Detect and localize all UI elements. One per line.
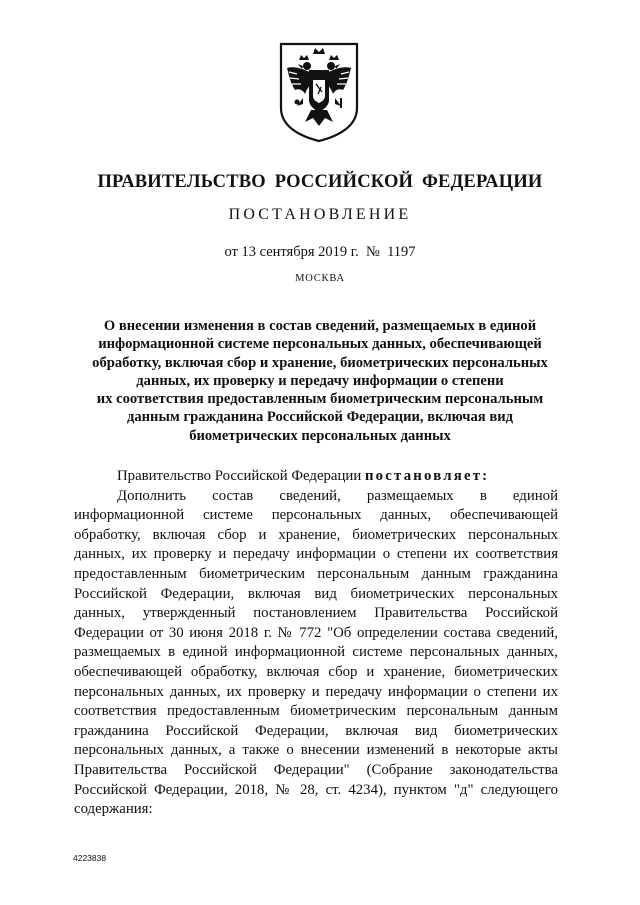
document-type: ПОСТАНОВЛЕНИЕ <box>228 206 412 223</box>
body-line: Российской Федерации, включая вид биометрических персональных <box>74 585 558 602</box>
russian-coat-of-arms-icon <box>277 40 361 144</box>
document-date: от 13 сентября 2019 г. <box>224 244 359 260</box>
lead-verb: постановляет: <box>364 468 490 484</box>
resolution-lead <box>74 467 558 487</box>
body-line: данных, утвержденный постановлением Правительства Российской <box>74 605 558 622</box>
body-line: персональных данных, а также о внесении изменений в некоторые акты <box>74 742 558 759</box>
heading-line: биометрических персональных данных <box>189 427 451 444</box>
body-line: размещаемых в единой информационной системе персональных данных, <box>74 644 558 661</box>
heading-line: О внесении изменения в состав сведений, размещаемых в единой <box>103 318 537 334</box>
body-line: соответствия предоставленным биометрическим персональным данным <box>74 703 558 720</box>
body-line: данных, их проверку и передачу информации о степени их соответствия <box>74 546 558 563</box>
body-line: содержания: <box>74 801 153 818</box>
heading-line: обработку, включая сбор и хранение, биометрических персональных <box>92 354 548 371</box>
heading-line: их соответствия предоставленным биометрическим персональным <box>96 391 544 408</box>
body-line: Правительства Российской Федерации" (Собрание законодательства <box>74 761 558 778</box>
body-line: Дополнить состав сведений, размещаемых в единой <box>117 487 558 504</box>
body-line: Федерации от 30 июня 2018 г. № 772 "Об определении состава сведений, <box>74 624 558 641</box>
body-line: гражданина Российской Федерации, включая вид биометрических <box>74 722 558 739</box>
body-line: Российской Федерации, 2018, № 28, ст. 4234), пунктом "д" следующего <box>74 781 558 798</box>
document-city: МОСКВА <box>295 273 345 284</box>
document-heading <box>60 317 580 445</box>
document-number: 1197 <box>387 244 416 260</box>
number-sign: № <box>365 244 380 260</box>
body-line: персональных данных, их проверку и передачу информации о степени их <box>74 683 558 700</box>
government-title: ПРАВИТЕЛЬСТВО РОССИЙСКОЙ ФЕДЕРАЦИИ <box>97 172 543 192</box>
body-line: обеспечивающей обработку, включая сбор и хранение, биометрических <box>74 663 558 680</box>
lead-text: Правительство Российской Федерации <box>117 468 362 484</box>
document-date-number <box>0 244 640 261</box>
body-line: обработку, включая сбор и хранение, биометрических персональных <box>74 526 558 543</box>
body-line: предоставленным биометрическим персональным данным гражданина <box>74 565 558 582</box>
heading-line: информационной системе персональных данных, обеспечивающей <box>98 336 542 353</box>
body-line: информационной системе персональных данных, обеспечивающей <box>74 507 558 524</box>
document-code: 4223838 <box>73 853 107 863</box>
document-body <box>74 467 558 820</box>
coat-of-arms-emblem <box>277 40 361 144</box>
heading-line: данных, их проверку и передачу информации о степени <box>136 372 504 389</box>
heading-line: данным гражданина Российской Федерации, включая вид <box>126 409 514 426</box>
